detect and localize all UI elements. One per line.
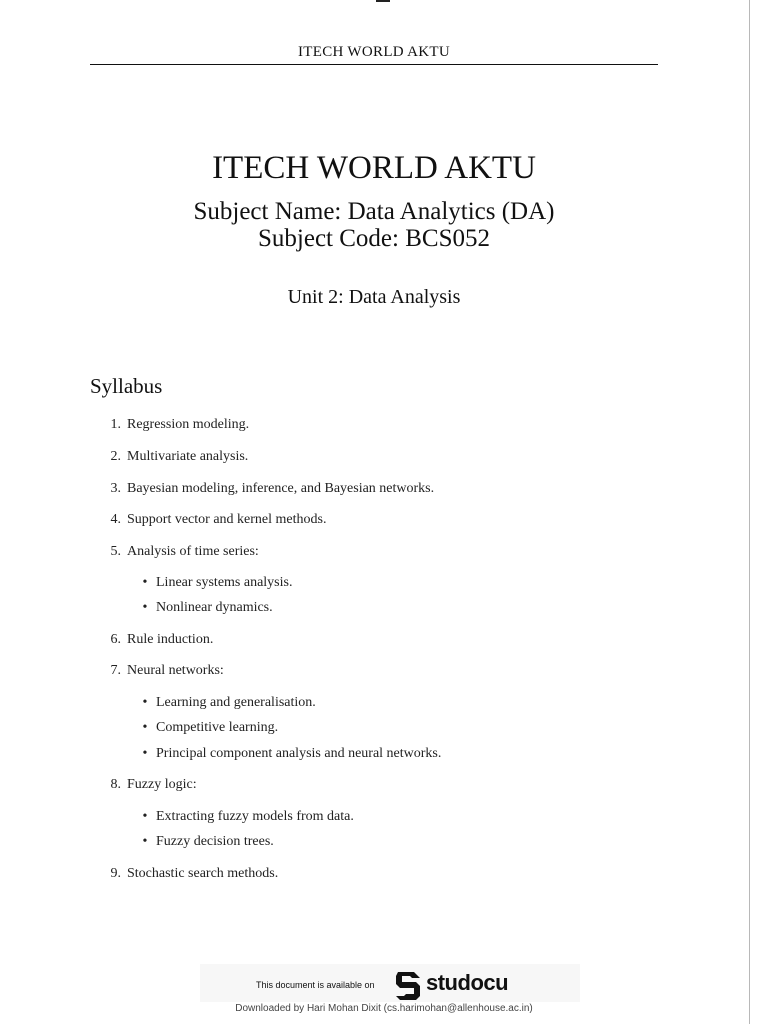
item-number: 1. — [110, 417, 121, 432]
item-number: 6. — [110, 632, 121, 647]
item-text: Multivariate analysis. — [127, 449, 249, 464]
subject-name: Subject Name: Data Analytics (DA) — [193, 198, 555, 225]
item-text: Fuzzy logic: — [127, 777, 197, 792]
running-header: ITECH WORLD AKTU — [297, 44, 450, 60]
syllabus-item — [101, 663, 224, 679]
item-text: Rule induction. — [127, 632, 214, 647]
syllabus-subitem — [140, 720, 278, 736]
item-number: 8. — [110, 777, 121, 792]
item-text: Analysis of time series: — [127, 544, 259, 559]
item-number: 7. — [110, 663, 121, 678]
document-title: ITECH WORLD AKTU — [212, 150, 536, 186]
item-number: 4. — [110, 512, 121, 527]
subitem-text: Learning and generalisation. — [156, 695, 316, 710]
syllabus-item — [101, 481, 434, 497]
unit-title: Unit 2: Data Analysis — [287, 286, 461, 308]
syllabus-item — [101, 632, 213, 648]
item-number: 3. — [110, 481, 121, 496]
syllabus-subitem — [140, 809, 354, 825]
bullet-icon: • — [142, 809, 148, 824]
bullet-icon: • — [142, 695, 148, 710]
studocu-brand[interactable]: studocu — [426, 970, 509, 995]
subitem-text: Linear systems analysis. — [156, 575, 293, 590]
bullet-icon: • — [142, 834, 148, 849]
subitem-text: Competitive learning. — [156, 720, 279, 735]
syllabus-item — [101, 866, 278, 882]
page-edge — [749, 0, 750, 1024]
item-number: 9. — [110, 866, 121, 881]
syllabus-item — [101, 512, 326, 528]
downloaded-by: Downloaded by Hari Mohan Dixit (cs.harimohan@allenhouse.ac.in) — [235, 1003, 533, 1014]
studocu-logo-icon — [392, 968, 424, 1002]
subject-code: Subject Code: BCS052 — [258, 225, 490, 252]
item-text: Support vector and kernel methods. — [127, 512, 327, 527]
bullet-icon: • — [142, 600, 148, 615]
syllabus-subitem — [140, 746, 441, 762]
syllabus-subitem — [140, 834, 274, 850]
item-number: 5. — [110, 544, 121, 559]
bullet-icon: • — [142, 575, 148, 590]
item-text: Neural networks: — [127, 663, 224, 678]
subitem-text: Principal component analysis and neural networks. — [156, 746, 442, 761]
syllabus-subitem — [140, 695, 316, 711]
item-text: Regression modeling. — [127, 417, 250, 432]
subitem-text: Fuzzy decision trees. — [156, 834, 274, 849]
syllabus-heading: Syllabus — [90, 374, 163, 398]
availability-text: This document is available on — [256, 980, 375, 990]
subitem-text: Extracting fuzzy models from data. — [156, 809, 354, 824]
syllabus-item — [101, 544, 259, 560]
bullet-icon: • — [142, 746, 148, 761]
syllabus-subitem — [140, 600, 273, 616]
syllabus-item — [101, 417, 249, 433]
item-text: Stochastic search methods. — [127, 866, 279, 881]
item-text: Bayesian modeling, inference, and Bayesian networks. — [127, 481, 435, 496]
subitem-text: Nonlinear dynamics. — [156, 600, 273, 615]
syllabus-item — [101, 777, 197, 793]
item-number: 2. — [110, 449, 121, 464]
syllabus-item — [101, 449, 248, 465]
syllabus-subitem — [140, 575, 292, 591]
bullet-icon: • — [142, 720, 148, 735]
